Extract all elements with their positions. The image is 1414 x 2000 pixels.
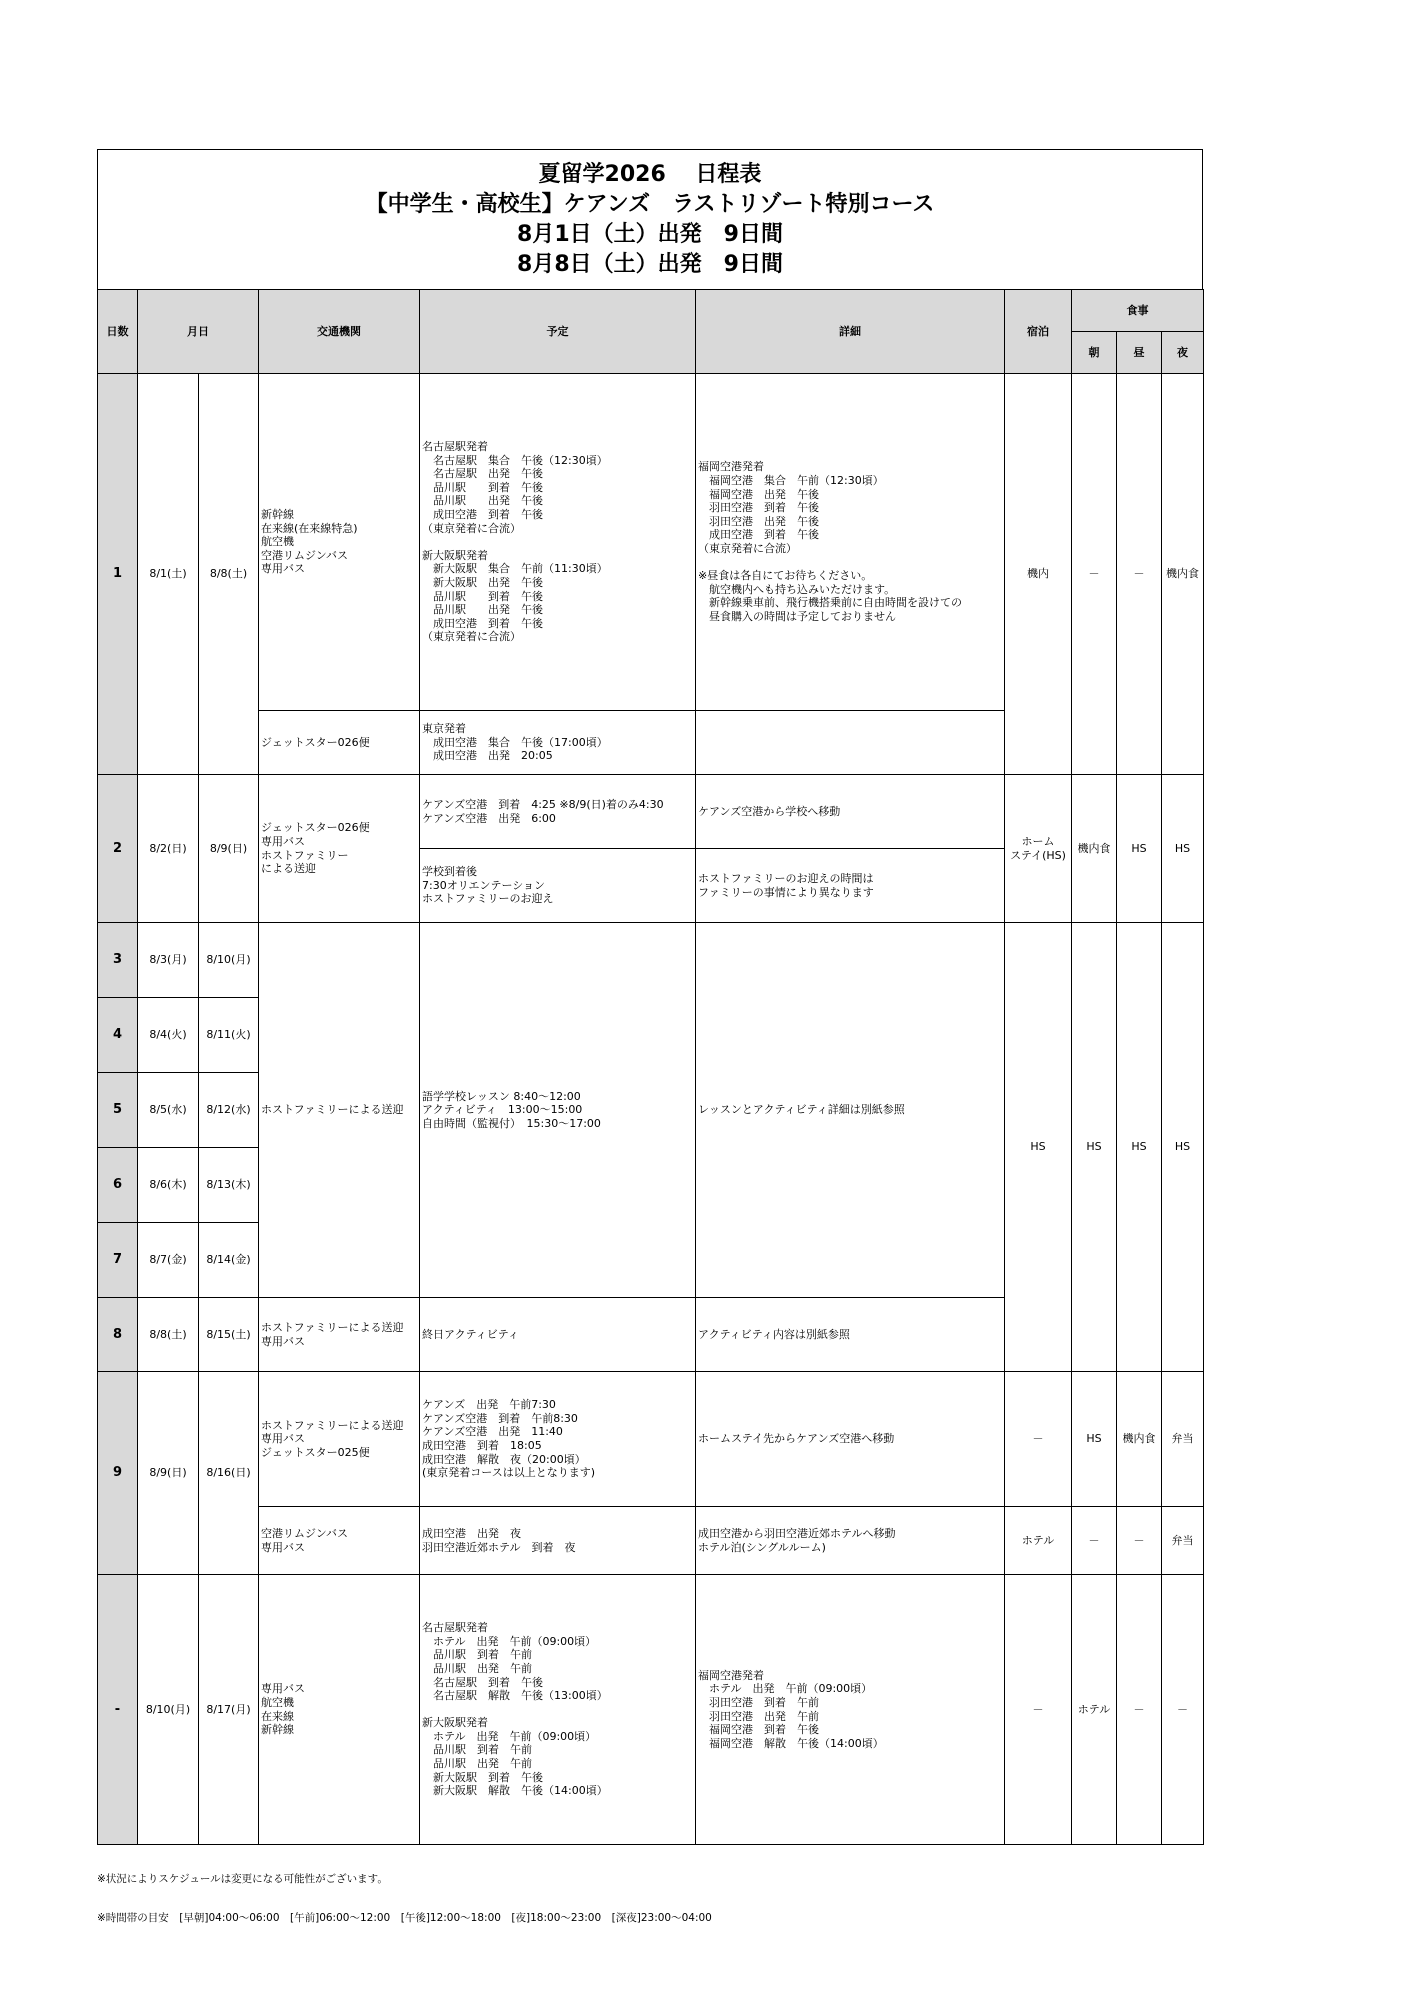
transport-cell: ジェットスター026便: [259, 711, 420, 775]
day-number: -: [98, 1575, 138, 1845]
stay-cell: ホテル: [1005, 1507, 1072, 1575]
date-cell: 8/7(金): [138, 1223, 199, 1298]
title-line-2: 【中学生・高校生】ケアンズ ラストリゾート特別コース: [365, 191, 935, 217]
transport-cell: ジェットスター026便 専用バス ホストファミリー による送迎: [259, 775, 420, 923]
header-detail: 詳細: [696, 290, 1005, 374]
title-line-1: 夏留学2026 日程表: [538, 161, 762, 187]
stay-cell: －: [1005, 1372, 1072, 1507]
header-dinner: 夜: [1162, 332, 1204, 374]
transport-cell: 空港リムジンバス 専用バス: [259, 1507, 420, 1575]
detail-cell: 福岡空港発着 ホテル 出発 午前（09:00頃） 羽田空港 到着 午前 羽田空港 出発 午前 福岡空港 到着 午後 福岡空港 解散 午後（14:00頃）: [696, 1575, 1005, 1845]
title-box: [97, 149, 1203, 289]
lunch-cell: HS: [1117, 775, 1162, 923]
table-row: [98, 1507, 1204, 1575]
dinner-cell: 弁当: [1162, 1372, 1204, 1507]
day-number: 7: [98, 1223, 138, 1298]
table-row: [98, 374, 1204, 711]
lunch-cell: －: [1117, 374, 1162, 775]
header-meals: 食事: [1072, 290, 1204, 332]
footnotes: [97, 1847, 1203, 1951]
table-row: [98, 923, 1204, 998]
title-line-4: 8月8日（土）出発 9日間: [517, 251, 783, 277]
transport-cell: 新幹線 在来線(在来線特急) 航空機 空港リムジンバス 専用バス: [259, 374, 420, 711]
table-row: [98, 1372, 1204, 1507]
header-day: 日数: [98, 290, 138, 374]
date-cell: 8/14(金): [199, 1223, 259, 1298]
transport-cell: ホストファミリーによる送迎: [259, 923, 420, 1298]
breakfast-cell: 機内食: [1072, 775, 1117, 923]
lunch-cell: －: [1117, 1575, 1162, 1845]
schedule-page: [97, 149, 1203, 1951]
breakfast-cell: HS: [1072, 1372, 1117, 1507]
day-number: 4: [98, 998, 138, 1073]
transport-cell: ホストファミリーによる送迎 専用バス ジェットスター025便: [259, 1372, 420, 1507]
date-cell: 8/16(日): [199, 1372, 259, 1575]
date-cell: 8/10(月): [138, 1575, 199, 1845]
breakfast-cell: HS: [1072, 923, 1117, 1372]
detail-cell: ホストファミリーのお迎えの時間は ファミリーの事情により異なります: [696, 849, 1005, 923]
breakfast-cell: ホテル: [1072, 1575, 1117, 1845]
transport-cell: 専用バス 航空機 在来線 新幹線: [259, 1575, 420, 1845]
day-number: 6: [98, 1148, 138, 1223]
detail-cell: アクティビティ内容は別紙参照: [696, 1298, 1005, 1372]
dinner-cell: 弁当: [1162, 1507, 1204, 1575]
schedule-cell: 語学学校レッスン 8:40～12:00 アクティビティ 13:00～15:00 自由時間（監視付） 15:30～17:00: [420, 923, 696, 1298]
dinner-cell: HS: [1162, 923, 1204, 1372]
detail-cell: 福岡空港発着 福岡空港 集合 午前（12:30頃） 福岡空港 出発 午後 羽田空港 到着 午後 羽田空港 出発 午後 成田空港 到着 午後 （東京発着に合流） ※昼食は各自にてお待ちください。 航空機内へも持ち込みいただけます。 新幹線乗車前、飛行機搭乗前に自由時間を設けての 昼食購入の時間は予定しておりません: [696, 374, 1005, 711]
detail-cell: [696, 711, 1005, 775]
detail-cell: レッスンとアクティビティ詳細は別紙参照: [696, 923, 1005, 1298]
schedule-cell: 学校到着後 7:30オリエンテーション ホストファミリーのお迎え: [420, 849, 696, 923]
date-cell: 8/2(日): [138, 775, 199, 923]
dinner-cell: 機内食: [1162, 374, 1204, 775]
date-cell: 8/15(土): [199, 1298, 259, 1372]
schedule-cell: ケアンズ 出発 午前7:30 ケアンズ空港 到着 午前8:30 ケアンズ空港 出発 11:40 成田空港 到着 18:05 成田空港 解散 夜（20:00頃） (東京発着コースは以上となります): [420, 1372, 696, 1507]
day-number: 8: [98, 1298, 138, 1372]
stay-cell: －: [1005, 1575, 1072, 1845]
header-lunch: 昼: [1117, 332, 1162, 374]
header-stay: 宿泊: [1005, 290, 1072, 374]
detail-cell: 成田空港から羽田空港近郊ホテルへ移動 ホテル泊(シングルルーム): [696, 1507, 1005, 1575]
breakfast-cell: －: [1072, 1507, 1117, 1575]
schedule-cell: 名古屋駅発着 名古屋駅 集合 午後（12:30頃） 名古屋駅 出発 午後 品川駅 到着 午後 品川駅 出発 午後 成田空港 到着 午後 （東京発着に合流） 新大阪駅発着 新大阪駅 集合 午前（11:30頃） 新大阪駅 出発 午後 品川駅 到着 午後 品川駅 出発 午後 成田空港 到着 午後 （東京発着に合流）: [420, 374, 696, 711]
table-row: [98, 775, 1204, 849]
header-transport: 交通機関: [259, 290, 420, 374]
date-cell: 8/8(土): [138, 1298, 199, 1372]
title-line-3: 8月1日（土）出発 9日間: [517, 221, 783, 247]
date-cell: 8/13(木): [199, 1148, 259, 1223]
lunch-cell: －: [1117, 1507, 1162, 1575]
date-cell: 8/9(日): [199, 775, 259, 923]
dinner-cell: HS: [1162, 775, 1204, 923]
date-cell: 8/6(木): [138, 1148, 199, 1223]
dinner-cell: －: [1162, 1575, 1204, 1845]
schedule-cell: 終日アクティビティ: [420, 1298, 696, 1372]
footnote-2: ※時間帯の目安 [早朝]04:00～06:00 [午前]06:00～12:00 [午後]12:00～18:00 [夜]18:00～23:00 [深夜]23:00～04:00: [97, 1912, 712, 1924]
date-cell: 8/9(日): [138, 1372, 199, 1575]
lunch-cell: HS: [1117, 923, 1162, 1372]
schedule-table: [97, 289, 1204, 1845]
transport-cell: ホストファミリーによる送迎 専用バス: [259, 1298, 420, 1372]
date-cell: 8/12(水): [199, 1073, 259, 1148]
date-cell: 8/1(土): [138, 374, 199, 775]
date-cell: 8/4(火): [138, 998, 199, 1073]
header-date: 月日: [138, 290, 259, 374]
date-cell: 8/3(月): [138, 923, 199, 998]
date-cell: 8/8(土): [199, 374, 259, 775]
schedule-cell: 成田空港 出発 夜 羽田空港近郊ホテル 到着 夜: [420, 1507, 696, 1575]
date-cell: 8/5(水): [138, 1073, 199, 1148]
day-number: 2: [98, 775, 138, 923]
table-row: [98, 1575, 1204, 1845]
stay-cell: HS: [1005, 923, 1072, 1372]
lunch-cell: 機内食: [1117, 1372, 1162, 1507]
day-number: 1: [98, 374, 138, 775]
date-cell: 8/11(火): [199, 998, 259, 1073]
schedule-cell: 東京発着 成田空港 集合 午後（17:00頃） 成田空港 出発 20:05: [420, 711, 696, 775]
detail-cell: ケアンズ空港から学校へ移動: [696, 775, 1005, 849]
detail-cell: ホームステイ先からケアンズ空港へ移動: [696, 1372, 1005, 1507]
date-cell: 8/17(月): [199, 1575, 259, 1845]
stay-cell: 機内: [1005, 374, 1072, 775]
date-cell: 8/10(月): [199, 923, 259, 998]
stay-cell: ホーム ステイ(HS): [1005, 775, 1072, 923]
day-number: 5: [98, 1073, 138, 1148]
header-schedule: 予定: [420, 290, 696, 374]
schedule-cell: ケアンズ空港 到着 4:25 ※8/9(日)着のみ4:30 ケアンズ空港 出発 6:00: [420, 775, 696, 849]
schedule-cell: 名古屋駅発着 ホテル 出発 午前（09:00頃） 品川駅 到着 午前 品川駅 出発 午前 名古屋駅 到着 午後 名古屋駅 解散 午後（13:00頃） 新大阪駅発着 ホテル 出発 午前（09:00頃） 品川駅 到着 午前 品川駅 出発 午前 新大阪駅 到着 午後 新大阪駅 解散 午後（14:00頃）: [420, 1575, 696, 1845]
day-number: 3: [98, 923, 138, 998]
header-breakfast: 朝: [1072, 332, 1117, 374]
day-number: 9: [98, 1372, 138, 1575]
breakfast-cell: －: [1072, 374, 1117, 775]
footnote-1: ※状況によりスケジュールは変更になる可能性がございます。: [97, 1873, 388, 1885]
